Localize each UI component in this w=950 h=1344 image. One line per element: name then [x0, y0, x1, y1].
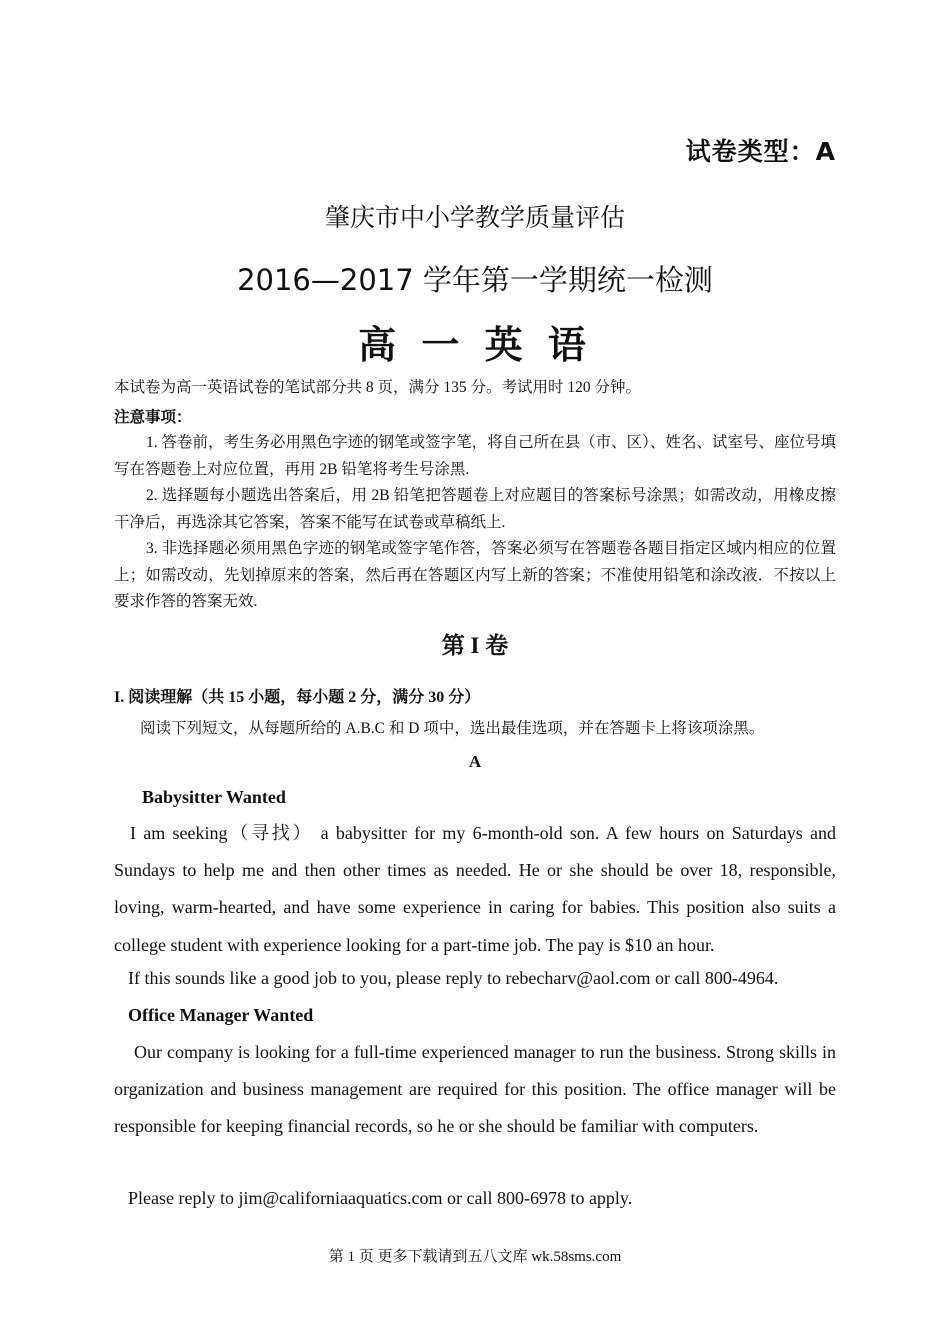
page-footer: 第 1 页 更多下载请到五八文库 wk.58sms.com	[328, 1249, 622, 1265]
subject-title: 高 一 英 语	[358, 322, 592, 367]
paper-type-label: 试卷类型：A	[685, 137, 836, 166]
ad-body-office-manager	[114, 1034, 836, 1146]
notes-title: 注意事项：	[114, 409, 192, 426]
section-heading: I. 阅读理解（共 15 小题，每小题 2 分，满分 30 分）	[114, 689, 481, 706]
notes-list	[114, 430, 836, 616]
note-item: 2. 选择题每小题选出答案后，用 2B 铅笔把答题卷上对应题目的答案标号涂黑；如需改动，用橡皮擦干净后，再选涂其它答案，答案不能写在试卷或草稿纸上.	[114, 487, 836, 531]
exam-title: 2016—2017 学年第一学期统一检测	[237, 263, 713, 297]
ad-title-babysitter: Babysitter Wanted	[142, 787, 286, 807]
ad-title-office-manager: Office Manager Wanted	[128, 1005, 314, 1025]
note-item: 1. 答卷前，考生务必用黑色字迹的钢笔或签字笔，将自己所在县（市、区）、姓名、试室号、座位号填写在答题卷上对应位置，再用 2B 铅笔将考生号涂黑.	[114, 434, 836, 478]
ad-body-text: Our company is looking for a full-time experienced manager to run the business. Strong skills in organization and business management are required for this position. The office manager will be responsible for keeping financial records, so he or she should be familiar with computers.	[114, 1042, 836, 1137]
passage-letter: A	[468, 752, 482, 771]
ad-contact-babysitter: If this sounds like a good job to you, please reply to rebecharv@aol.com or call 800-4964.	[128, 968, 779, 988]
ad-body-babysitter	[114, 815, 836, 964]
part-title: 第 I 卷	[441, 633, 509, 658]
ad-body-text: I am seeking（寻找） a babysitter for my 6-month-old son. A few hours on Saturdays and Sundays to help me and then other times as needed. He or she should be over 18, responsible, loving, warm-hearted, and have some experience in caring for babies. This position also suits a college student with experience looking for a part-time job. The pay is $10 an hour.	[114, 823, 836, 955]
section-instruction: 阅读下列短文，从每题所给的 A.B.C 和 D 项中，选出最佳选项，并在答题卡上将该项涂黑。	[140, 720, 765, 737]
note-item: 3. 非选择题必须用黑色字迹的钢笔或签字笔作答，答案必须写在答题卷各题目指定区域内相应的位置上；如需改动，先划掉原来的答案，然后再在答题区内写上新的答案；不准使用铅笔和涂改液．不按以上要求作答的答案无效.	[114, 540, 836, 610]
exam-intro: 本试卷为高一英语试卷的笔试部分共 8 页，满分 135 分。考试用时 120 分钟。	[114, 379, 642, 396]
ad-contact-office-manager: Please reply to jim@californiaaquatics.com or call 800-6978 to apply.	[128, 1188, 633, 1208]
organization-title: 肇庆市中小学教学质量评估	[324, 203, 625, 232]
